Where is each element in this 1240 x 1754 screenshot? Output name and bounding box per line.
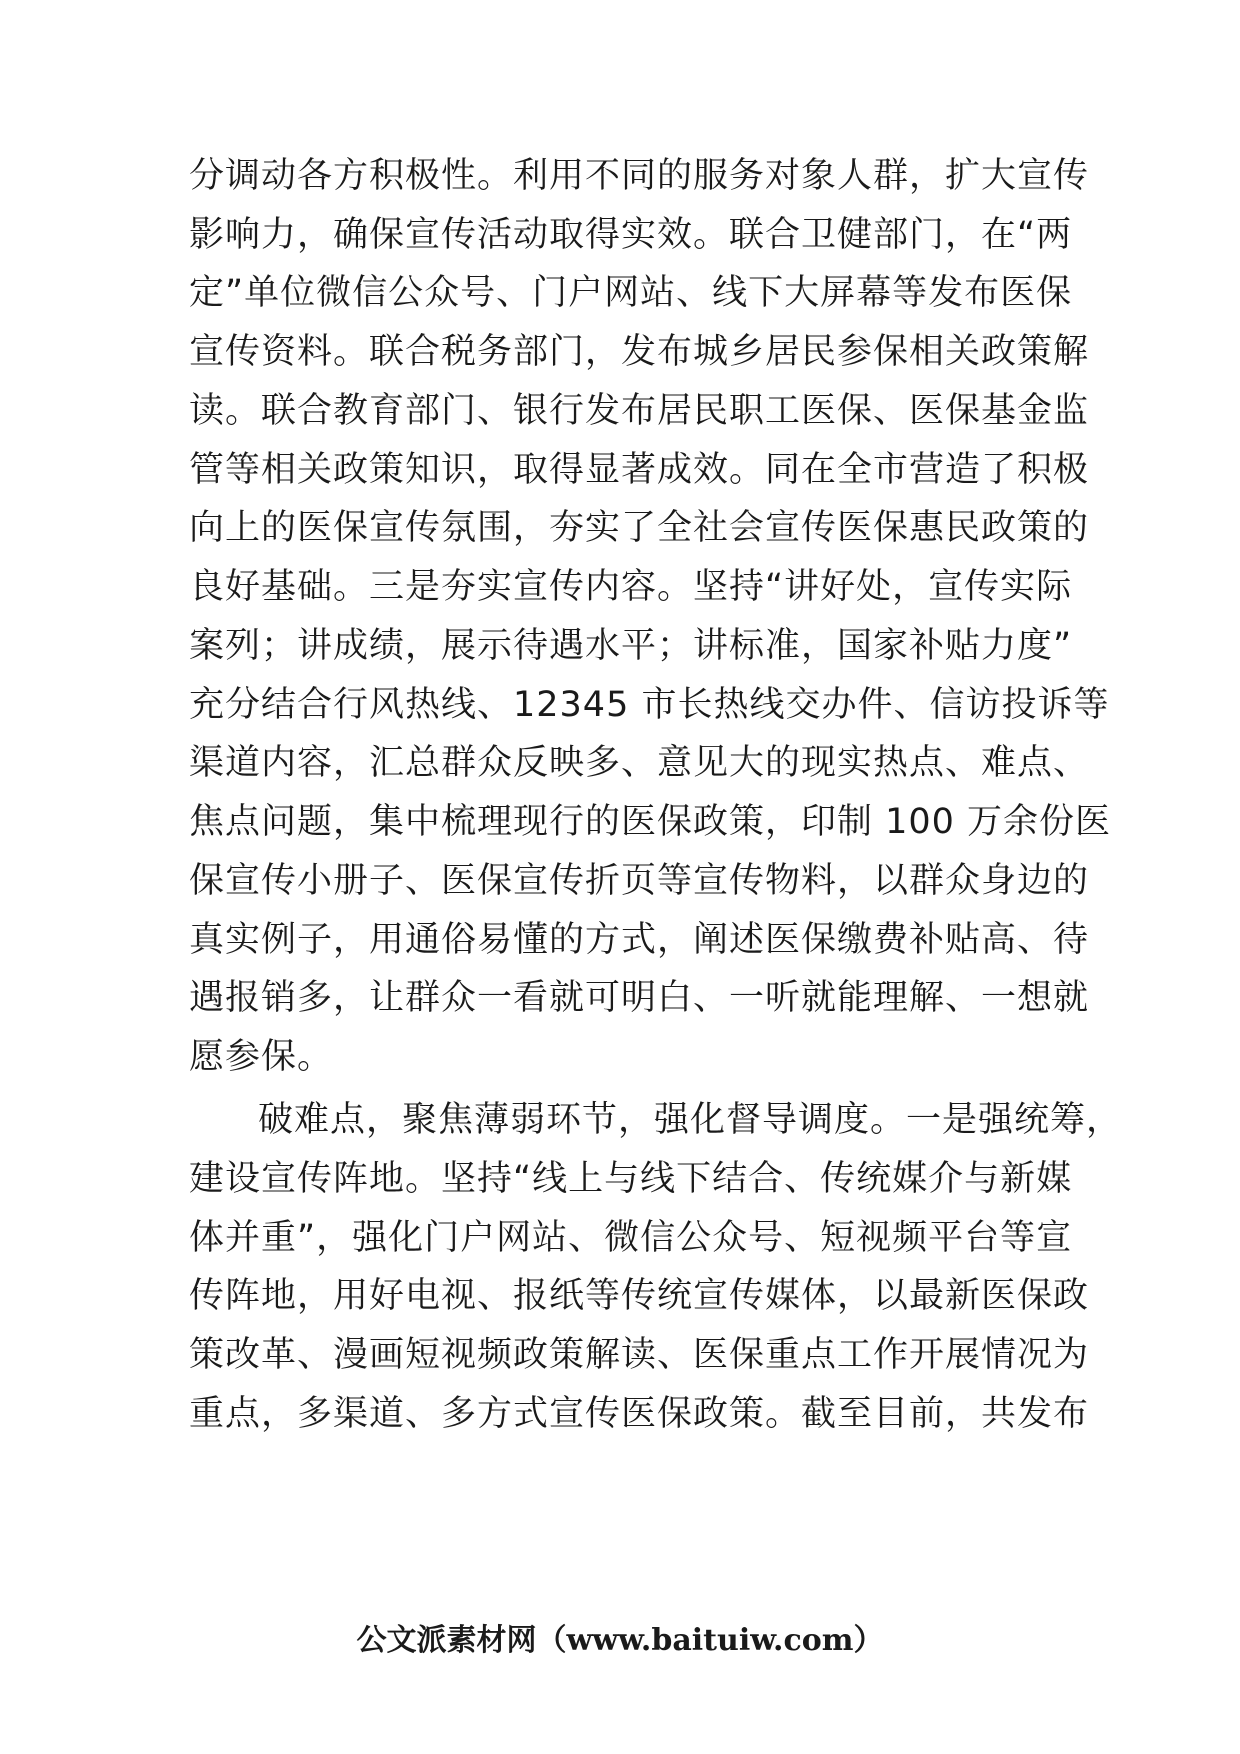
- text-line: 向上的医保宣传氛围，夯实了全社会宣传医保惠民政策的: [189, 508, 1090, 548]
- text-line: 传阵地，用好电视、报纸等传统宣传媒体，以最新医保政: [189, 1276, 1090, 1316]
- text-line: 重点，多渠道、多方式宣传医保政策。截至目前，共发布: [189, 1394, 1090, 1434]
- text-line: 管等相关政策知识，取得显著成效。同在全市营造了积极: [189, 450, 1090, 490]
- text-line: 定”单位微信公众号、门户网站、线下大屏幕等发布医保: [189, 273, 1073, 313]
- text-line: 影响力，确保宣传活动取得实效。联合卫健部门，在“两: [189, 215, 1073, 255]
- text-line: 良好基础。三是夯实宣传内容。坚持“讲好处，宣传实际: [189, 567, 1073, 607]
- text-line: 保宣传小册子、医保宣传折页等宣传物料，以群众身边的: [189, 861, 1090, 901]
- text-line: 真实例子，用通俗易懂的方式，阐述医保缴费补贴高、待: [189, 920, 1090, 960]
- text-line: 愿参保。: [189, 1037, 334, 1077]
- text-line: 体并重”，强化门户网站、微信公众号、短视频平台等宣: [189, 1218, 1073, 1258]
- text-line: 案列；讲成绩，展示待遇水平；讲标准，国家补贴力度”: [189, 626, 1073, 666]
- text-line: 分调动各方积极性。利用不同的服务对象人群，扩大宣传: [189, 156, 1090, 196]
- text-line: 焦点问题，集中梳理现行的医保政策，印制 100 万余份医: [189, 802, 1112, 842]
- text-line: 建设宣传阵地。坚持“线上与线下结合、传统媒介与新媒: [189, 1159, 1073, 1199]
- text-line: 读。联合教育部门、银行发布居民职工医保、医保基金监: [189, 391, 1090, 431]
- paragraph-first-line: 破难点，聚焦薄弱环节，强化督导调度。一是强统筹，: [258, 1100, 1123, 1140]
- text-line: 策改革、漫画短视频政策解读、医保重点工作开展情况为: [189, 1335, 1090, 1375]
- text-line: 遇报销多，让群众一看就可明白、一听就能理解、一想就: [189, 978, 1090, 1018]
- text-line: 宣传资料。联合税务部门，发布城乡居民参保相关政策解: [189, 332, 1090, 372]
- text-line: 渠道内容，汇总群众反映多、意见大的现实热点、难点、: [189, 743, 1090, 783]
- text-line: 充分结合行风热线、12345 市长热线交办件、信访投诉等: [189, 685, 1110, 725]
- footer-watermark: 公文派素材网（www.baituiw.com）: [356, 1623, 884, 1658]
